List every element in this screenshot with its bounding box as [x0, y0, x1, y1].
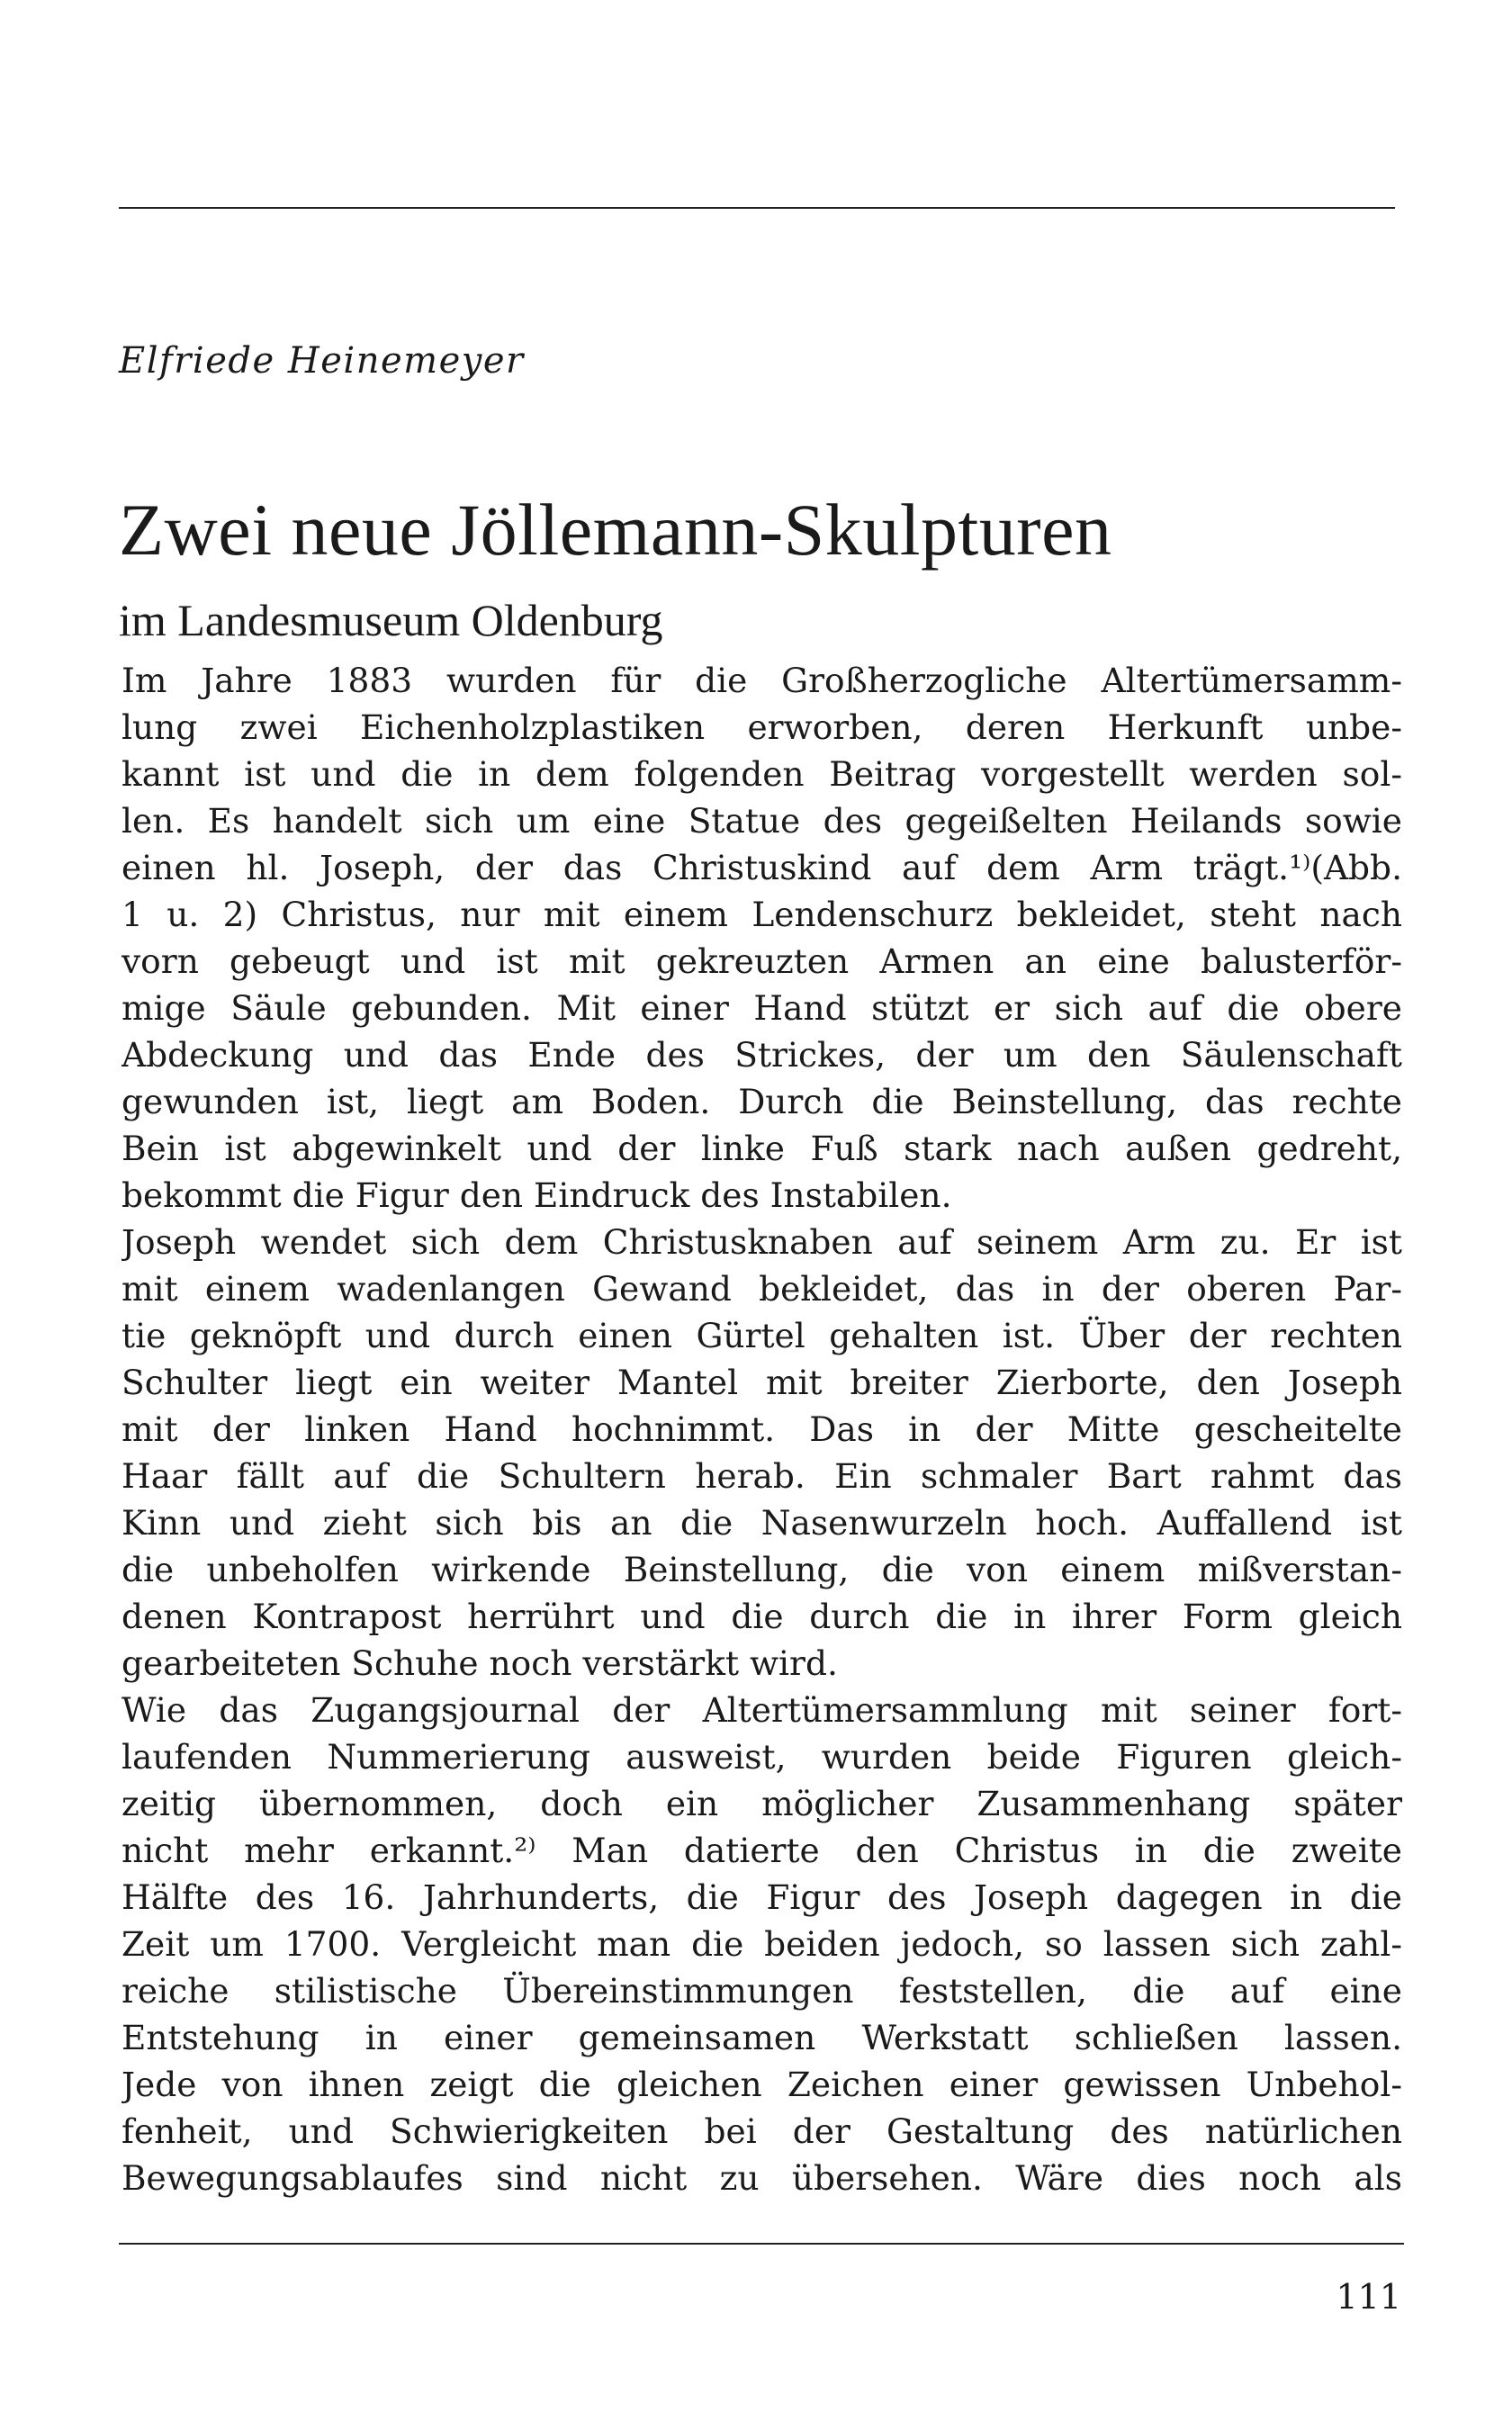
- text-line: Abdeckung und das Ende des Strickes, der um den Säulenschaft: [122, 1035, 1402, 1075]
- text-line: zeitig übernommen, doch ein möglicher Zusammenhang später: [122, 1784, 1402, 1823]
- text-line: Hälfte des 16. Jahrhunderts, die Figur des Joseph dagegen in die: [122, 1877, 1402, 1917]
- text-line: nicht mehr erkannt.²⁾ Man datierte den Christus in die zweite: [122, 1831, 1402, 1870]
- text-line: denen Kontrapost herrührt und die durch die in ihrer Form gleich: [122, 1597, 1402, 1636]
- text-line: Haar fällt auf die Schultern herab. Ein schmaler Bart rahmt das: [122, 1456, 1402, 1496]
- text-line: die unbeholfen wirkende Beinstellung, die von einem mißverstan-: [122, 1550, 1402, 1589]
- text-line: laufenden Nummerierung ausweist, wurden beide Figuren gleich-: [122, 1737, 1402, 1777]
- text-line: gearbeiteten Schuhe noch verstärkt wird.: [122, 1643, 838, 1683]
- text-line: kannt ist und die in dem folgenden Beitrag vorgestellt werden sol-: [122, 754, 1402, 794]
- text-line: Jede von ihnen zeigt die gleichen Zeichen einer gewissen Unbehol-: [122, 2065, 1402, 2104]
- article-title: Zwei neue Jöllemann-Skulpturen: [119, 489, 1112, 571]
- text-line: Bein ist abgewinkelt und der linke Fuß stark nach außen gedreht,: [122, 1129, 1402, 1168]
- body-text: [122, 657, 1402, 2201]
- text-line: tie geknöpft und durch einen Gürtel gehalten ist. Über der rechten: [122, 1316, 1402, 1355]
- text-line: Kinn und zieht sich bis an die Nasenwurzeln hoch. Auffallend ist: [122, 1503, 1402, 1543]
- top-rule: [119, 207, 1395, 209]
- author-name: Elfriede Heinemeyer: [119, 340, 525, 382]
- text-line: Im Jahre 1883 wurden für die Großherzogliche Altertümersamm-: [122, 661, 1402, 700]
- text-line: fenheit, und Schwierigkeiten bei der Gestaltung des natürlichen: [122, 2111, 1402, 2151]
- text-line: Schulter liegt ein weiter Mantel mit breiter Zierborte, den Joseph: [122, 1363, 1402, 1402]
- text-line: Entstehung in einer gemeinsamen Werkstatt schließen lassen.: [122, 2018, 1402, 2057]
- text-line: mige Säule gebunden. Mit einer Hand stützt er sich auf die obere: [122, 988, 1402, 1028]
- text-line: Joseph wendet sich dem Christusknaben auf seinem Arm zu. Er ist: [122, 1222, 1402, 1262]
- bottom-rule: [119, 2243, 1404, 2245]
- text-line: Wie das Zugangsjournal der Altertümersammlung mit seiner fort-: [122, 1690, 1402, 1730]
- text-line: vorn gebeugt und ist mit gekreuzten Armen an eine balusterför-: [122, 941, 1402, 981]
- text-line: Zeit um 1700. Vergleicht man die beiden jedoch, so lassen sich zahl-: [122, 1924, 1402, 1964]
- article-subtitle: im Landesmuseum Oldenburg: [119, 595, 663, 645]
- text-line: gewunden ist, liegt am Boden. Durch die Beinstellung, das rechte: [122, 1082, 1402, 1121]
- page-number: 111: [1336, 2277, 1401, 2317]
- text-line: mit einem wadenlangen Gewand bekleidet, das in der oberen Par-: [122, 1269, 1402, 1309]
- text-line: bekommt die Figur den Eindruck des Instabilen.: [122, 1175, 952, 1215]
- text-line: einen hl. Joseph, der das Christuskind auf dem Arm trägt.¹⁾(Abb.: [122, 848, 1402, 887]
- text-line: mit der linken Hand hochnimmt. Das in der Mitte gescheitelte: [122, 1409, 1402, 1449]
- text-line: Bewegungsablaufes sind nicht zu übersehen. Wäre dies noch als: [122, 2158, 1402, 2198]
- text-line: 1 u. 2) Christus, nur mit einem Lendenschurz bekleidet, steht nach: [122, 895, 1402, 934]
- text-line: lung zwei Eichenholzplastiken erworben, deren Herkunft unbe-: [122, 707, 1402, 747]
- text-line: len. Es handelt sich um eine Statue des gegeißelten Heilands sowie: [122, 801, 1402, 841]
- text-line: reiche stilistische Übereinstimmungen feststellen, die auf eine: [122, 1971, 1402, 2011]
